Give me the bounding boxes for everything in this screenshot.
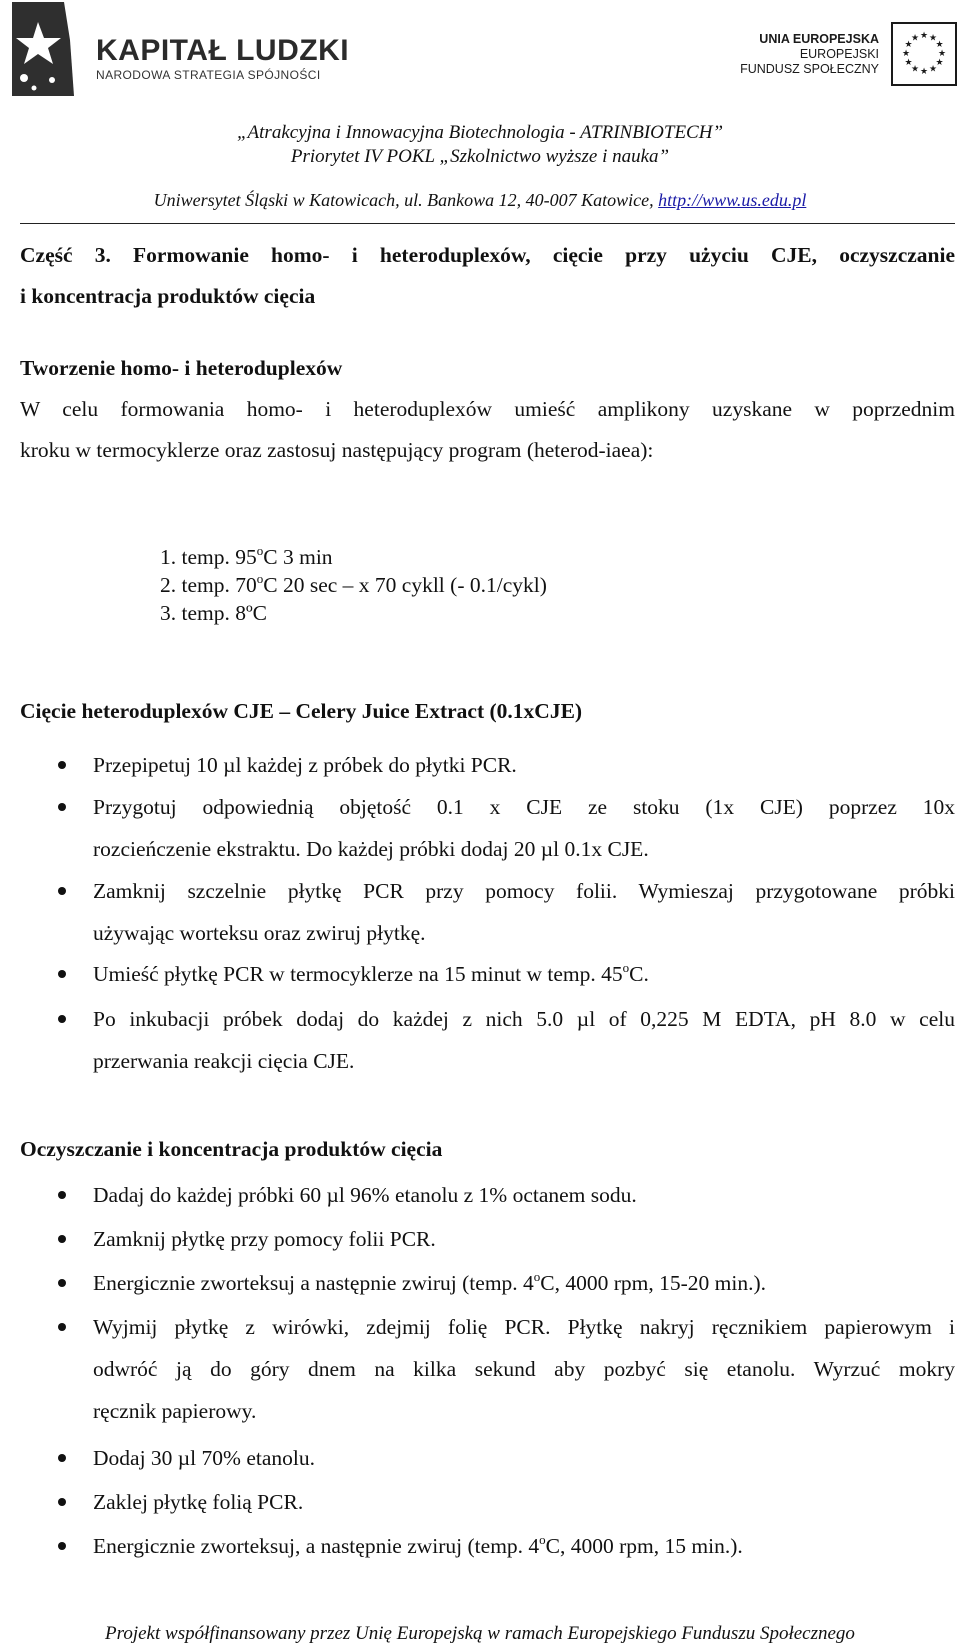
svg-text:★: ★: [928, 33, 938, 44]
list-item-text: Energicznie zworteksuj a następnie zwiruj (temp. 4$^o$C, 4000 rpm, 15-20 min.).: [93, 1269, 767, 1295]
address-text: Uniwersytet Śląski w Katowicach, ul. Bankowa 12, 40-007 Katowice,: [153, 190, 659, 210]
svg-text:★: ★: [935, 58, 944, 68]
kapital-ludzki-subtitle: NARODOWA STRATEGIA SPÓJNOŚCI: [96, 68, 321, 82]
duplex-heading: Tworzenie homo- i heteroduplexów: [20, 356, 343, 380]
bullet-icon: [58, 970, 66, 978]
svg-text:★: ★: [910, 33, 920, 44]
purification-heading: Oczyszczanie i koncentracja produktów cięcia: [20, 1137, 443, 1161]
svg-text:★: ★: [904, 58, 913, 68]
list-item-text: Umieść płytkę PCR w termocyklerze na 15 minut w temp. 45$^o$C.: [93, 960, 649, 986]
list-item-text: Dadaj do każdej próbki 60 µl 96% etanolu z 1% octanem sodu.: [93, 1183, 637, 1207]
bullet-icon: [58, 803, 66, 811]
bullet-icon: [58, 1454, 66, 1462]
eu-logo-line2: EUROPEJSKI: [799, 47, 879, 61]
svg-text:★: ★: [928, 64, 938, 75]
thermocycler-program: [160, 543, 547, 627]
bullet-icon: [58, 1235, 66, 1243]
bullet-icon: [58, 1542, 66, 1550]
list-item-text: Wyjmij płytkę z wirówki, zdejmij folię PCR. Płytkę nakryj ręcznikiem papierowym i odwróć ją do góry dnem na kilka sekund aby pozbyć się etanolu. Wyrzuć mokry ręcznik papierowy.: [93, 1315, 955, 1423]
list-item-text: Przygotuj odpowiednią objętość 0.1 x CJE ze stoku (1x CJE) poprzez 10x rozcieńczenie ekstraktu. Do każdej próbki dodaj 20 µl 0.1x CJE.: [93, 795, 955, 861]
list-item-text: Energicznie zworteksuj, a następnie zwiruj (temp. 4$^o$C, 4000 rpm, 15 min.).: [93, 1532, 743, 1558]
svg-text:★: ★: [901, 49, 911, 59]
bullet-icon: [58, 887, 66, 895]
header-divider: [20, 223, 955, 224]
bullet-icon: [58, 1279, 66, 1287]
eu-logo: [712, 22, 957, 88]
list-item-text: Dodaj 30 µl 70% etanolu.: [93, 1446, 315, 1470]
duplex-paragraph-line2: kroku w termocyklerze oraz zastosuj następujący program (heterod-iaea):: [20, 438, 654, 462]
svg-text:★: ★: [904, 40, 913, 50]
svg-text:★: ★: [919, 67, 929, 77]
bullet-icon: [58, 1323, 66, 1331]
section-title: [20, 235, 955, 317]
footer-funding-note: Projekt współfinansowany przez Unię Europejską w ramach Europejskiego Funduszu Społecznego: [105, 1623, 855, 1644]
eu-flag-stars-icon: [893, 24, 955, 84]
eu-logo-line3: FUNDUSZ SPOŁECZNY: [740, 62, 879, 76]
svg-text:★: ★: [919, 31, 929, 41]
list-item-text: Zamknij płytkę przy pomocy folii PCR.: [93, 1227, 436, 1251]
university-url-link[interactable]: http://www.us.edu.pl: [658, 190, 807, 210]
eu-logo-text: [740, 32, 879, 77]
program-step-3: 3. temp. 8ºC: [160, 601, 267, 625]
list-item-text: Zaklej płytkę folią PCR.: [93, 1490, 304, 1514]
section-title-line1: Część 3. Formowanie homo- i heteroduplexów, cięcie przy użyciu CJE, oczyszczanie: [20, 243, 955, 267]
cleavage-heading: Cięcie heteroduplexów CJE – Celery Juice Extract (0.1xCJE): [20, 699, 583, 723]
duplex-paragraph: [20, 389, 955, 471]
bullet-icon: [58, 761, 66, 769]
bullet-icon: [58, 1498, 66, 1506]
list-item-text: Przepipetuj 10 µl każdej z próbek do płytki PCR.: [93, 753, 517, 777]
bullet-icon: [58, 1191, 66, 1199]
svg-text:★: ★: [910, 64, 920, 75]
priority-line: Priorytet IV POKL „Szkolnictwo wyższe i nauka”: [290, 146, 670, 167]
project-title: „Atrakcyjna i Innowacyjna Biotechnologia - ATRINBIOTECH”: [236, 122, 724, 143]
eu-flag-frame: [891, 22, 957, 86]
kapital-ludzki-logo: [4, 0, 350, 100]
bullet-icon: [58, 1015, 66, 1023]
duplex-paragraph-line1: W celu formowania homo- i heteroduplexów umieść amplikony uzyskane w poprzednim: [20, 397, 955, 421]
section-title-line2: i koncentracja produktów cięcia: [20, 284, 316, 308]
list-item-text: Zamknij szczelnie płytkę PCR przy pomocy folii. Wymieszaj przygotowane próbki używając worteksu oraz zwiruj płytkę.: [93, 879, 955, 945]
svg-text:★: ★: [935, 40, 944, 50]
address-line: [0, 190, 960, 211]
kapital-ludzki-star-figure-icon: [4, 0, 86, 100]
eu-logo-line1: UNIA EUROPEJSKA: [759, 32, 879, 46]
kapital-ludzki-title: KAPITAŁ LUDZKI: [96, 34, 350, 67]
list-item-text: Po inkubacji próbek dodaj do każdej z nich 5.0 µl of 0,225 M EDTA, pH 8.0 w celu przerwania reakcji cięcia CJE.: [93, 1007, 955, 1073]
program-step-2: 2. temp. 70$^o$C 20 sec – x 70 cykll (- 0.1/cykl): [160, 571, 547, 597]
svg-text:★: ★: [937, 49, 947, 59]
program-step-1: 1. temp. 95$^o$C 3 min: [160, 543, 333, 569]
